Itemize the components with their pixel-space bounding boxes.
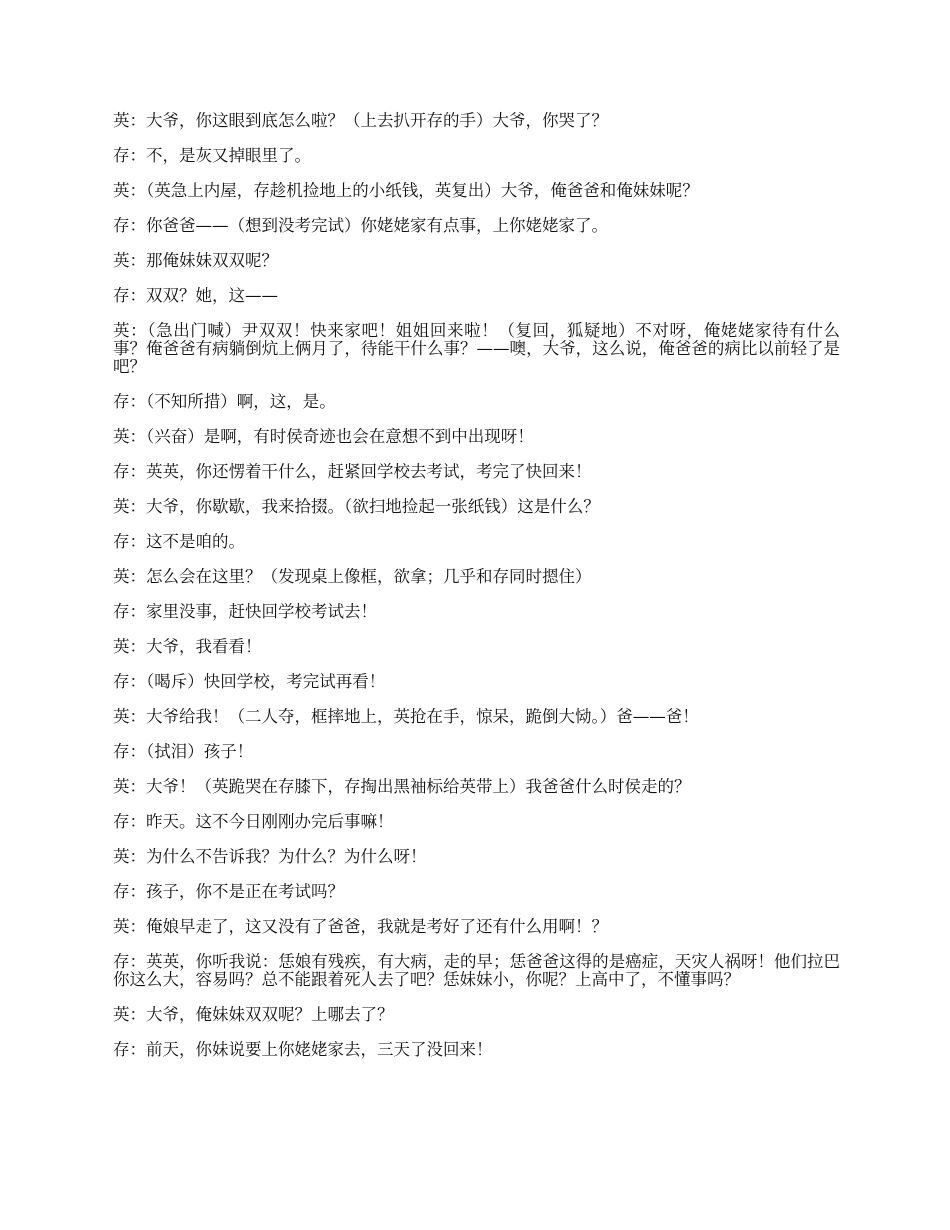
dialogue-line: 存：家里没事，赶快回学校考试去！ xyxy=(113,602,377,621)
dialogue-line: 英：俺娘早走了，这又没有了爸爸，我就是考好了还有什么用啊！？ xyxy=(113,917,608,936)
script-page xyxy=(113,112,840,1076)
dialogue-line: 存：孩子，你不是正在考试吗？ xyxy=(113,882,344,901)
dialogue-line: 英：那俺妹妹双双呢？ xyxy=(113,251,278,270)
dialogue-line: 存：（不知所措）啊，这，是。 xyxy=(113,392,336,411)
dialogue-line: 存：双双？她，这—— xyxy=(113,286,278,305)
dialogue-line: 英：（兴奋）是啊，有时侯奇迹也会在意想不到中出现呀！ xyxy=(113,427,534,446)
dialogue-line: 存：昨天。这不今日刚刚办完后事嘛！ xyxy=(113,812,394,831)
dialogue-line: 英：大爷，俺妹妹双双呢？上哪去了？ xyxy=(113,1005,394,1024)
dialogue-line: 存：这不是咱的。 xyxy=(113,532,245,551)
dialogue-line: 英：（英急上内屋，存趁机捡地上的小纸钱，英复出）大爷，俺爸爸和俺妹妹呢？ xyxy=(113,181,699,200)
dialogue-line: 英：为什么不告诉我？为什么？为什么呀！ xyxy=(113,847,427,866)
dialogue-line: 存：（拭泪）孩子！ xyxy=(113,742,254,761)
dialogue-line: 英：大爷，你歇歇，我来拾掇。（欲扫地捡起一张纸钱）这是什么？ xyxy=(113,497,600,516)
dialogue-line: 英：大爷给我！（二人夺，框摔地上，英抢在手，惊呆，跪倒大恸。）爸——爸！ xyxy=(113,707,699,726)
dialogue-line: 英：大爷，你这眼到底怎么啦？（上去扒开存的手）大爷，你哭了？ xyxy=(113,111,608,130)
dialogue-line: 存：英英，你还愣着干什么，赶紧回学校去考试，考完了快回来！ xyxy=(113,462,592,481)
dialogue-line: 存：你爸爸——（想到没考完试）你姥姥家有点事，上你姥姥家了。 xyxy=(113,216,608,235)
dialogue-line: 英：大爷！（英跪哭在存膝下，存掏出黑袖标给英带上）我爸爸什么时侯走的？ xyxy=(113,777,691,796)
dialogue-line: 存：前天，你妹说要上你姥姥家去，三天了没回来！ xyxy=(113,1040,493,1059)
dialogue-line: 存：（喝斥）快回学校，考完试再看！ xyxy=(113,672,386,691)
dialogue-line: 存：英英，你听我说：恁娘有残疾，有大病，走的早；恁爸爸这得的是癌症，天灾人祸呀！他们拉巴你这么大，容易吗？总不能跟着死人去了吧？恁妹妹小，你呢？上高中了，不懂事吗？ xyxy=(113,952,840,989)
dialogue-line: 存：不，是灰又掉眼里了。 xyxy=(113,146,311,165)
dialogue-line: 英：怎么会在这里？（发现桌上像框，欲拿；几乎和存同时摁住） xyxy=(113,567,592,586)
dialogue-line: 英：大爷，我看看！ xyxy=(113,637,262,656)
dialogue-line: 英：（急出门喊）尹双双！快来家吧！姐姐回来啦！（复回，狐疑地）不对呀，俺姥姥家待有什么事？俺爸爸有病躺倒炕上俩月了，待能干什么事？——噢，大爷，这么说，俺爸爸的病比以前轻了是吧？ xyxy=(113,321,840,376)
